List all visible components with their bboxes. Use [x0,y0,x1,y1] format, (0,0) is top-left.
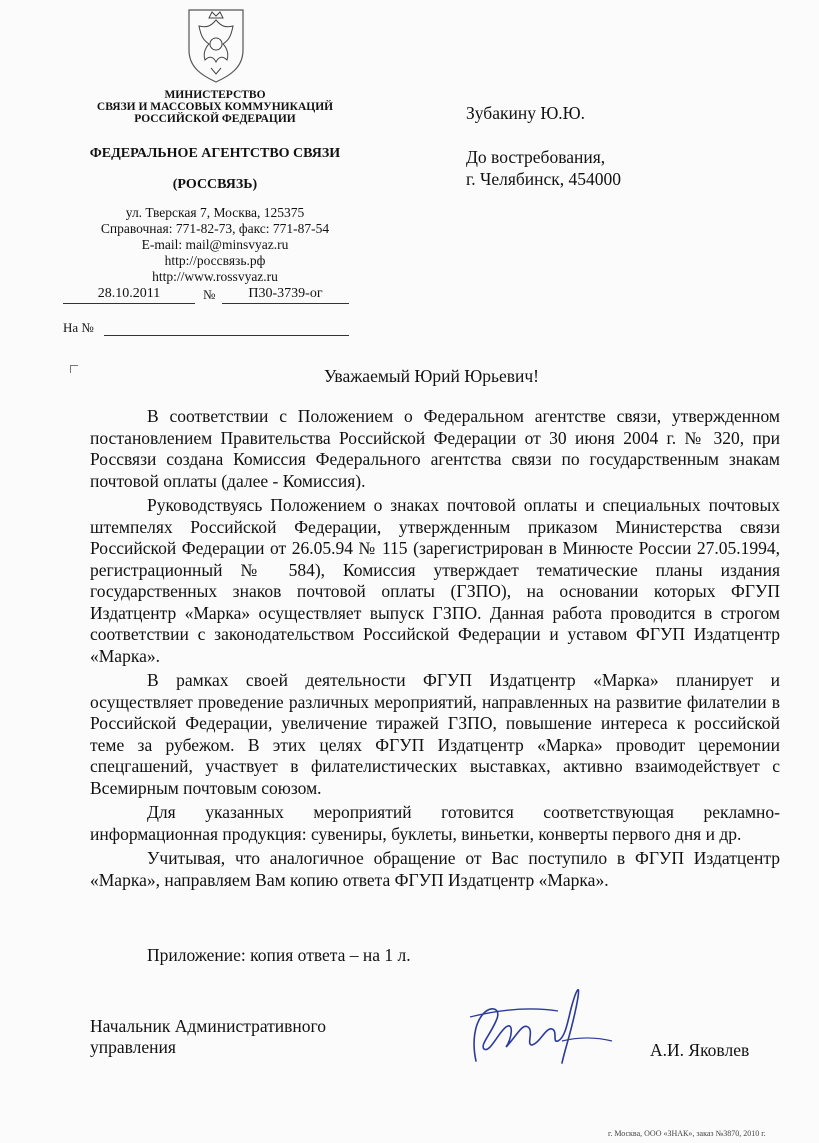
body-paragraph: В рамках своей деятельности ФГУП Издатцентр «Марка» планирует и осуществляет проведение различных мероприятий, направленных на развитие филателии в Российской Федерации, увеличение тиражей ГЗПО, повышение интереса к российской теме за рубежом. В этих целях ФГУП Издатцентр «Марка» проводит церемонии спецгашений, участвует в филателистических выставках, активно взаимодействует с Всемирным почтовым союзом. [90,670,780,798]
handwritten-signature [462,983,622,1073]
contact-phones: Справочная: 771-82-73, факс: 771-87-54 [100,221,330,236]
contact-address: ул. Тверская 7, Москва, 125375 [125,205,305,220]
body-paragraph: Руководствуясь Положением о знаках почтовой оплаты и специальных почтовых штемпелях Российской Федерации, утвержденным приказом Министерства связи Российской Федерации от 26.05.94 № 115 (зарегистрирован в Минюсте России 27.05.1994, регистрационный № 584), Комиссия утверждает тематические планы издания государственных знаков почтовой оплаты (ГЗПО), на основании которых ФГУП Издатцентр «Марка» осуществляет выпуск ГЗПО. Данная работа проводится в строгом соответствии с законодательством Российской Федерации и уставом ФГУП Издатцентр «Марка». [90,495,780,666]
position-line: управления [90,1037,176,1057]
greeting: Уважаемый Юрий Юрьевич! [324,366,539,386]
agency-contacts [70,205,360,285]
body-paragraph: В соответствии с Положением о Федеральном агентстве связи, утвержденном постановлением Правительства Российской Федерации от 30 июня 2004 г. № 320, при Россвязи создана Комиссия Федерального агентства связи по государственным знакам почтовой оплаты (далее - Комиссия). [90,406,780,491]
reference-label: На № [63,320,94,335]
ministry-name [70,89,360,125]
ministry-line: РОССИЙСКОЙ ФЕДЕРАЦИИ [134,113,296,125]
letter-number: П30-3739-ог [222,286,349,304]
contact-website: http://www.rossvyaz.ru [152,269,278,284]
position-line: Начальник Административного [90,1016,327,1036]
letter-body [90,406,780,891]
coat-of-arms-emblem [185,6,247,84]
address-line: До востребования, [466,147,606,167]
contact-website: http://россвязь.рф [164,253,266,268]
appendix-note: Приложение: копия ответа – на 1 л. [147,945,411,965]
signatory-name: А.И. Яковлев [650,1040,750,1060]
ministry-line: МИНИСТЕРСТВО [164,89,266,101]
reference-blank-line [104,335,349,336]
ministry-line: СВЯЗИ И МАССОВЫХ КОММУНИКАЦИЙ [96,101,334,113]
body-paragraph: Учитывая, что аналогичное обращение от Вас поступило в ФГУП Издатцентр «Марка», направляем Вам копию ответа ФГУП Издатцентр «Марка». [90,848,780,890]
contact-email: E-mail: mail@minsvyaz.ru [141,237,289,252]
address-line: г. Челябинск, 454000 [466,169,622,189]
number-label: № [203,287,216,302]
recipient-address [466,146,621,190]
signatory-position [90,1016,326,1058]
recipient-name: Зубакину Ю.Ю. [466,103,586,123]
letter-date: 28.10.2011 [63,286,195,304]
printer-imprint: г. Москва, ООО «ЗНАК», заказ №3870, 2010 г. [608,1129,766,1138]
agency-short-name: (РОССВЯЗЬ) [172,177,258,192]
body-paragraph: Для указанных мероприятий готовится соответствующая рекламно-информационная продукция: сувениры, буклеты, виньетки, конверты первого дня и др. [90,802,780,844]
agency-name: ФЕДЕРАЛЬНОЕ АГЕНТСТВО СВЯЗИ [89,146,341,161]
